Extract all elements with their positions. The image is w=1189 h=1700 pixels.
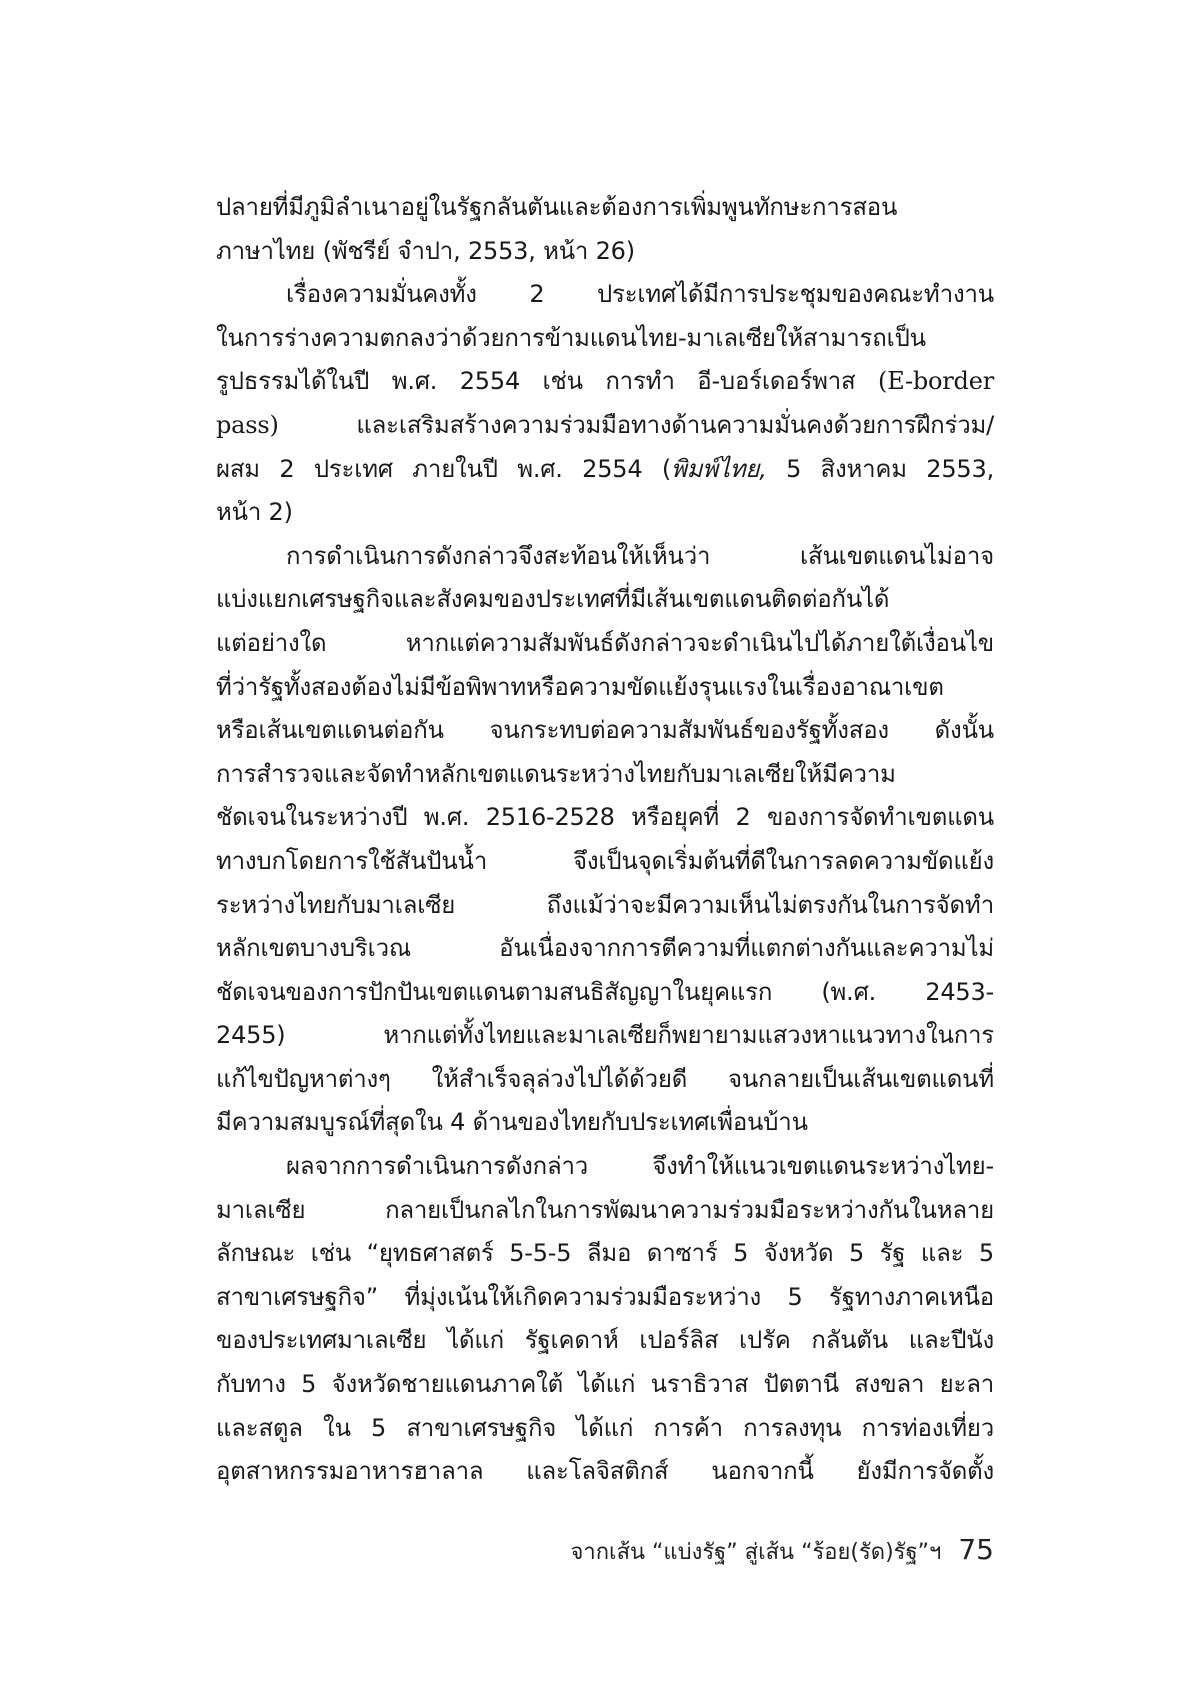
text-line: กับทาง 5 จังหวัดชายแดนภาคใต้ ได้แก่ นราธิวาส ปัตตานี สงขลา ยะลา (216, 1370, 994, 1399)
text-line: สาขาเศรษฐกิจ” ที่มุ่งเน้นให้เกิดความร่วมมือระหว่าง 5 รัฐทางภาคเหนือ (216, 1282, 994, 1311)
latin-term: pass) (216, 410, 279, 439)
text-line: ระหว่างไทยกับมาเลเซีย ถึงแม้ว่าจะมีความเห็นไม่ตรงกันในการจัดทำ (216, 890, 994, 919)
text-line: ผสม 2 ประเทศ ภายในปี พ.ศ. 2554 (พิมพ์ไทย, 5 สิงหาคม 2553, (216, 454, 994, 483)
page-footer (520, 1530, 994, 1570)
text-line: ในการร่างความตกลงว่าด้วยการข้ามแดนไทย-มาเลเซียให้สามารถเป็น (216, 323, 926, 352)
text-line: มีความสมบูรณ์ที่สุดใน 4 ด้านของไทยกับประเทศเพื่อนบ้าน (216, 1108, 808, 1137)
text-line: ชัดเจนของการปักปันเขตแดนตามสนธิสัญญาในยุคแรก (พ.ศ. 2453- (216, 977, 994, 1006)
running-title: จากเส้น “แบ่งรัฐ” สู่เส้น “ร้อย(รัด)รัฐ”ฯ (570, 1540, 942, 1565)
text-line: ปลายที่มีภูมิลำเนาอยู่ในรัฐกลันตันและต้องการเพิ่มพูนทักษะการสอน (216, 193, 898, 221)
page-number: 75 (958, 1533, 994, 1566)
text-line: แต่อย่างใด หากแต่ความสัมพันธ์ดังกล่าวจะดำเนินไปได้ภายใต้เงื่อนไข (216, 628, 994, 657)
paragraph-start-line: เรื่องความมั่นคงทั้ง 2 ประเทศได้มีการประชุมของคณะทำงาน (286, 280, 994, 309)
text-line: การสำรวจและจัดทำหลักเขตแดนระหว่างไทยกับมาเลเซียให้มีความ (216, 759, 896, 788)
text-line: ที่ว่ารัฐทั้งสองต้องไม่มีข้อพิพาทหรือความขัดแย้งรุนแรงในเรื่องอาณาเขต (216, 672, 944, 701)
text-line: ของประเทศมาเลเซีย ได้แก่ รัฐเคดาห์ เปอร์ลิส เปรัค กลันตัน และปีนัง (216, 1326, 994, 1355)
text-line: และสตูล ใน 5 สาขาเศรษฐกิจ ได้แก่ การค้า การลงทุน การท่องเที่ยว (216, 1413, 994, 1442)
text-line: แก้ไขปัญหาต่างๆ ให้สำเร็จลุล่วงไปได้ด้วยดี จนกลายเป็นเส้นเขตแดนที่ (216, 1064, 994, 1093)
body-text (216, 186, 994, 1494)
text-line: ชัดเจนในระหว่างปี พ.ศ. 2516-2528 หรือยุคที่ 2 ของการจัดทำเขตแดน (216, 803, 994, 832)
text-line: มาเลเซีย กลายเป็นกลไกในการพัฒนาความร่วมมือระหว่างกันในหลาย (216, 1195, 994, 1224)
text-line: หน้า 2) (216, 498, 293, 527)
text-line: แบ่งแยกเศรษฐกิจและสังคมของประเทศที่มีเส้นเขตแดนติดต่อกันได้ (216, 585, 890, 614)
latin-term: (E-border (878, 367, 994, 396)
text-line: ภาษาไทย (พัชรีย์ จำปา, 2553, หน้า 26) (216, 236, 635, 265)
text-line: รูปธรรมได้ในปี พ.ศ. 2554 เช่น การทำ อี-บอร์เดอร์พาส (E-border (216, 367, 994, 396)
text-line: อุตสาหกรรมอาหารฮาลาล และโลจิสติกส์ นอกจากนี้ ยังมีการจัดตั้ง (216, 1457, 994, 1486)
text-line: หรือเส้นเขตแดนต่อกัน จนกระทบต่อความสัมพันธ์ของรัฐทั้งสอง ดังนั้น (216, 716, 994, 745)
newspaper-title: พิมพ์ไทย, (671, 454, 767, 483)
paragraph-start-line: การดำเนินการดังกล่าวจึงสะท้อนให้เห็นว่า เส้นเขตแดนไม่อาจ (286, 541, 994, 570)
text-line: หลักเขตบางบริเวณ อันเนื่องจากการตีความที่แตกต่างกันและความไม่ (216, 934, 994, 963)
text-line: 2455) หากแต่ทั้งไทยและมาเลเซียก็พยายามแสวงหาแนวทางในการ (216, 1021, 994, 1050)
paragraph-start-line: ผลจากการดำเนินการดังกล่าว จึงทำให้แนวเขตแดนระหว่างไทย- (286, 1152, 994, 1181)
text-line: ลักษณะ เช่น “ยุทธศาสตร์ 5-5-5 ลีมอ ดาซาร์ 5 จังหวัด 5 รัฐ และ 5 (216, 1239, 994, 1268)
text-line: ทางบกโดยการใช้สันปันน้ำ จึงเป็นจุดเริ่มต้นที่ดีในการลดความขัดแย้ง (216, 846, 994, 875)
text-line: pass) และเสริมสร้างความร่วมมือทางด้านความมั่นคงด้วยการฝึกร่วม/ (216, 410, 994, 439)
